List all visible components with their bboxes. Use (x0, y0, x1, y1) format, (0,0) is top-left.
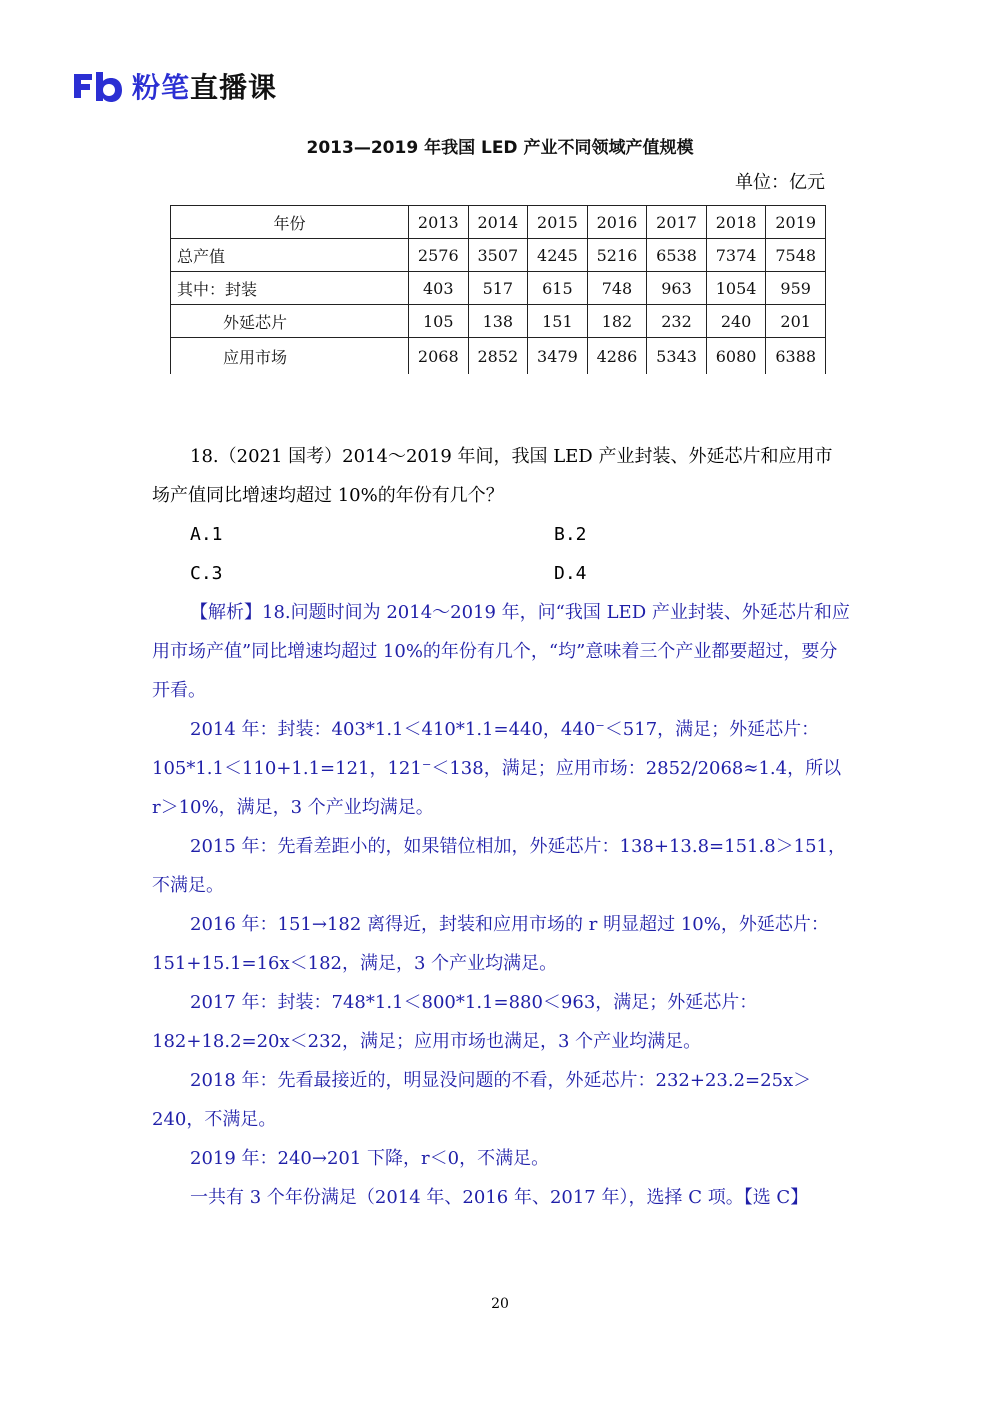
option-a: A.1 (190, 524, 223, 545)
table-cell: 1054 (706, 272, 766, 305)
table-cell: 2576 (409, 239, 469, 272)
table-cell: 5216 (587, 239, 647, 272)
table-cell: 232 (647, 305, 707, 338)
table-cell: 182 (587, 305, 647, 338)
header-year: 2019 (766, 206, 826, 239)
question-line: 场产值同比增速均超过 10%的年份有几个？ (152, 485, 504, 506)
table-cell: 3507 (468, 239, 528, 272)
table-row (171, 272, 826, 305)
row-label: 总产值 (171, 239, 409, 272)
table-row (171, 338, 826, 375)
table-cell: 2068 (409, 338, 469, 375)
table-cell: 7548 (766, 239, 826, 272)
table-cell: 959 (766, 272, 826, 305)
brand-logo (72, 68, 277, 104)
table-cell: 748 (587, 272, 647, 305)
header-year: 2017 (647, 206, 707, 239)
analysis-paragraph: 【解析】18.问题时间为 2014～2019 年，问“我国 LED 产业封装、外延芯片和应用市场产值”同比增速均超过 10%的年份有几个，“均”意味着三个产业都要超过，要分开看。 (152, 602, 850, 701)
analysis-paragraph: 2019 年：240→201 下降，r＜0，不满足。 (190, 1148, 550, 1169)
table-cell: 6388 (766, 338, 826, 375)
table-cell: 403 (409, 272, 469, 305)
option-c: C.3 (190, 563, 223, 584)
header-label: 年份 (171, 206, 409, 239)
table-cell: 517 (468, 272, 528, 305)
table-cell: 963 (647, 272, 707, 305)
row-label: 外延芯片 (171, 305, 409, 338)
table-cell: 4245 (528, 239, 588, 272)
option-d: D.4 (554, 563, 587, 584)
brand-name: 粉笔直播课 (132, 71, 278, 104)
page-number: 20 (491, 1296, 509, 1312)
led-output-table (170, 205, 826, 374)
analysis-paragraph: 2018 年：先看最接近的，明显没问题的不看，外延芯片：232+23.2=25x＞240，不满足。 (152, 1070, 812, 1130)
analysis-paragraph: 2017 年：封装：748*1.1＜800*1.1=880＜963，满足；外延芯片：182+18.2=20x＜232，满足；应用市场也满足，3 个产业均满足。 (152, 992, 758, 1052)
table-cell: 151 (528, 305, 588, 338)
option-b: B.2 (554, 524, 587, 545)
table-cell: 105 (409, 305, 469, 338)
table-cell: 5343 (647, 338, 707, 375)
fb-logo-icon (72, 70, 124, 102)
table-cell: 4286 (587, 338, 647, 375)
row-label: 其中：封装 (171, 272, 409, 305)
header-year: 2013 (409, 206, 469, 239)
table-cell: 201 (766, 305, 826, 338)
table-cell: 240 (706, 305, 766, 338)
header-year: 2018 (706, 206, 766, 239)
table-unit: 单位：亿元 (735, 172, 825, 193)
analysis-paragraph: 2014 年：封装：403*1.1＜410*1.1=440，440⁻＜517，满足；外延芯片：105*1.1＜110+1.1=121，121⁻＜138，满足；应用市场：2852/2068≈1.4，所以 r＞10%，满足，3 个产业均满足。 (152, 719, 842, 818)
table-row (171, 239, 826, 272)
header-year: 2015 (528, 206, 588, 239)
table-cell: 6538 (647, 239, 707, 272)
table-title: 2013—2019 年我国 LED 产业不同领域产值规模 (306, 138, 694, 158)
analysis-block (152, 593, 852, 1217)
table-cell: 138 (468, 305, 528, 338)
table-row (171, 305, 826, 338)
question-line: 18.（2021 国考）2014～2019 年间，我国 LED 产业封装、外延芯片和应用市 (190, 446, 833, 467)
header-year: 2016 (587, 206, 647, 239)
question-stem (152, 437, 852, 515)
table-cell: 7374 (706, 239, 766, 272)
analysis-paragraph: 2016 年：151→182 离得近，封装和应用市场的 r 明显超过 10%，外延芯片：151+15.1=16x＜182，满足，3 个产业均满足。 (152, 914, 829, 974)
row-label: 应用市场 (171, 338, 409, 375)
table-cell: 6080 (706, 338, 766, 375)
analysis-paragraph: 一共有 3 个年份满足（2014 年、2016 年、2017 年），选择 C 项。【选 C】 (190, 1187, 809, 1208)
analysis-paragraph: 2015 年：先看差距小的，如果错位相加，外延芯片：138+13.8=151.8＞151，不满足。 (152, 836, 847, 896)
table-cell: 615 (528, 272, 588, 305)
table-cell: 3479 (528, 338, 588, 375)
table-header-row (171, 206, 826, 239)
header-year: 2014 (468, 206, 528, 239)
table-cell: 2852 (468, 338, 528, 375)
